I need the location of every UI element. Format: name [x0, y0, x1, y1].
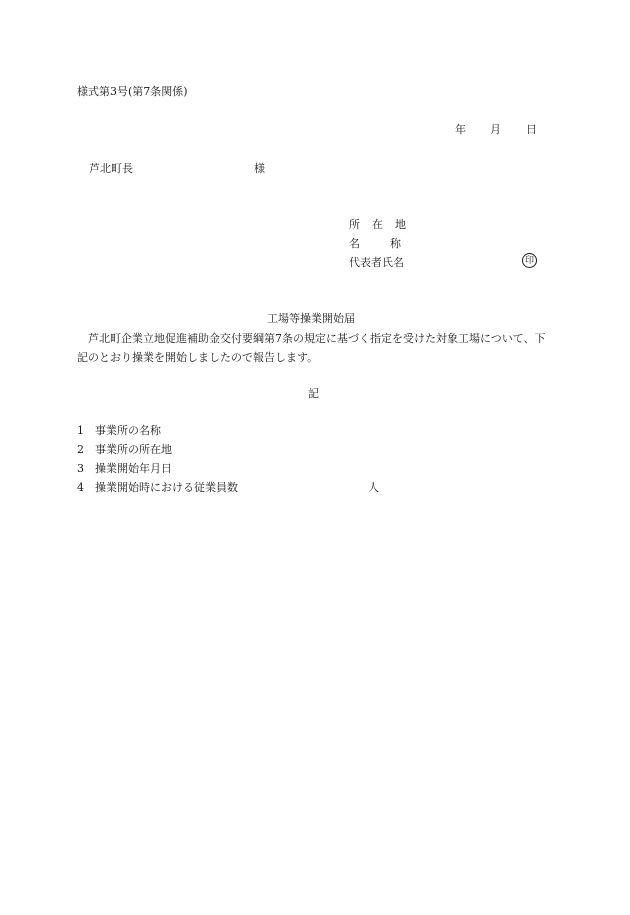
list-item: [77, 443, 238, 462]
item-label: 事業所の名称: [95, 424, 161, 437]
item-number: 1: [77, 424, 84, 437]
name-label: 名称: [349, 237, 431, 250]
item-label: 事業所の所在地: [95, 443, 172, 456]
recipient-name: 芦北町長: [89, 162, 133, 175]
recipient-honorific: 様: [254, 162, 265, 175]
date-year-label: 年: [455, 123, 466, 136]
list-item: [77, 424, 238, 443]
item-unit: 人: [368, 481, 379, 494]
item-label: 操業開始年月日: [95, 462, 172, 475]
seal-mark: 印: [522, 253, 537, 268]
item-list: [77, 424, 379, 500]
list-item: [77, 481, 379, 500]
list-item: [77, 462, 238, 481]
item-number: 4: [77, 481, 84, 494]
item-label: 操業開始時における従業員数: [95, 481, 238, 494]
date-day-label: 日: [526, 123, 537, 136]
representative-label: 代表者氏名: [349, 256, 404, 269]
form-number: 様式第3号(第7条関係): [77, 85, 188, 98]
item-number: 3: [77, 462, 84, 475]
address-label: 所在地: [349, 218, 418, 231]
document-body: 芦北町企業立地促進補助金交付要綱第7条の規定に基づく指定を受けた対象工場について、下記のとおり操業を開始しましたので報告します。: [77, 332, 546, 364]
ki-heading: 記: [308, 387, 319, 400]
date-month-label: 月: [490, 123, 501, 136]
document-title: 工場等操業開始届: [267, 312, 355, 325]
item-number: 2: [77, 443, 84, 456]
